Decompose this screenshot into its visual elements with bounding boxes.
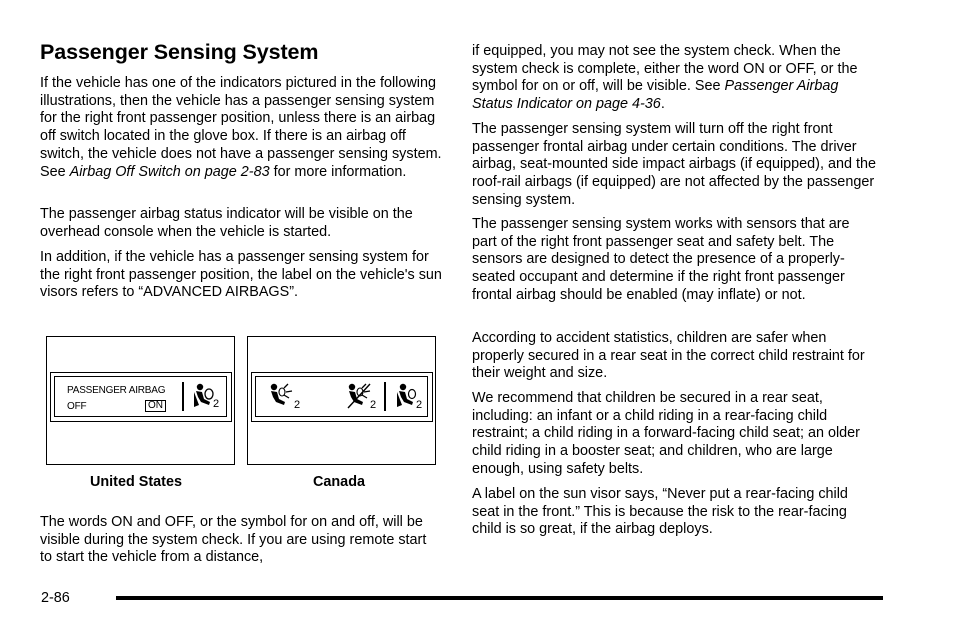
canada-seat-number-3: 2 <box>416 399 423 411</box>
canada-panel-divider <box>384 382 386 411</box>
page-number: 2-86 <box>41 590 70 606</box>
intro-text-a: If the vehicle has one of the indicators pictured in the following illustrations, then the vehicle has a passenger sensing system for the right front passenger position, unless there is an airbag off switch located in the glove box. If there is an airbag off switch, the vehicle does not have a passenger sensing system. See <box>40 75 442 180</box>
canada-indicator-panel <box>251 372 433 422</box>
sensors-paragraph: The passenger sensing system works with sensors that are part of the right front passenger seat and safety belt. The sensors are designed to detect the presence of a properly-seated occupant and determine if the right front passenger frontal airbag should be enabled (may inflate) or not. <box>472 216 850 303</box>
off-label: OFF <box>67 401 87 412</box>
status-indicator-reference: Passenger Airbag Status Indicator on page 4-36 <box>472 78 839 113</box>
canada-indicator-panel-inner <box>255 376 428 417</box>
airbag-off-switch-reference: Airbag Off Switch on page 2-83 <box>69 163 270 180</box>
system-check-continued-paragraph <box>472 43 876 114</box>
footer-rule <box>116 596 883 600</box>
us-indicator-figure <box>46 336 235 465</box>
child-recommendation-paragraph: We recommend that children be secured in a rear seat, including: an infant or a child riding in a rear-facing child restraint; a child riding in a forward-facing child seat; an older child riding in a booster seat; and children, who are large enough, using safety belts. <box>472 390 860 477</box>
continued-text-b: . <box>660 96 665 113</box>
status-indicator-paragraph: The passenger airbag status indicator will be visible on the overhead console when the vehicle is started. <box>40 206 413 240</box>
page-title: Passenger Sensing System <box>40 40 319 64</box>
intro-text-b: for more information. <box>269 163 407 180</box>
accident-statistics-paragraph: According to accident statistics, children are safer when properly secured in a rear seat in the correct child restraint for their weight and size. <box>472 330 865 382</box>
on-label: ON <box>145 400 166 412</box>
passenger-airbag-icon <box>188 382 216 412</box>
canada-figure-caption: Canada <box>313 474 365 490</box>
us-indicator-panel <box>50 372 232 422</box>
airbag-on-symbol-icon <box>266 382 296 412</box>
panel-divider <box>182 382 184 411</box>
continued-text-a: if equipped, you may not see the system check. When the system check is complete, either the word ON or OFF, or the symbol for on or off, will be visible. See <box>472 43 858 95</box>
sun-visor-label-paragraph: In addition, if the vehicle has a passenger sensing system for the right front passenger position, the label on the vehicle's sun visors refers to “ADVANCED AIRBAGS”. <box>40 249 442 301</box>
canada-indicator-figure <box>247 336 436 465</box>
canada-seat-number-2: 2 <box>370 399 377 411</box>
intro-paragraph <box>40 75 442 181</box>
airbag-turn-off-paragraph: The passenger sensing system will turn off the right front passenger frontal airbag under certain conditions. The driver airbag, seat-mounted side impact airbags (if equipped), and the roof-rail airbags (if equipped) are not affected by the passenger sensing system. <box>472 121 876 208</box>
sun-visor-warning-paragraph: A label on the sun visor says, “Never put a rear-facing child seat in the front.” This is because the risk to the rear-facing child is so great, if the airbag deploys. <box>472 486 848 538</box>
canada-seat-number-1: 2 <box>294 399 301 411</box>
passenger-seat-airbag-icon <box>392 382 418 412</box>
system-check-paragraph: The words ON and OFF, or the symbol for on and off, will be visible during the system check. If you are using remote start to start the vehicle from a distance, <box>40 514 427 566</box>
us-seat-number: 2 <box>213 398 220 410</box>
us-indicator-panel-inner <box>54 376 227 417</box>
passenger-airbag-label: PASSENGER AIRBAG <box>67 385 166 396</box>
us-figure-caption: United States <box>90 474 182 490</box>
